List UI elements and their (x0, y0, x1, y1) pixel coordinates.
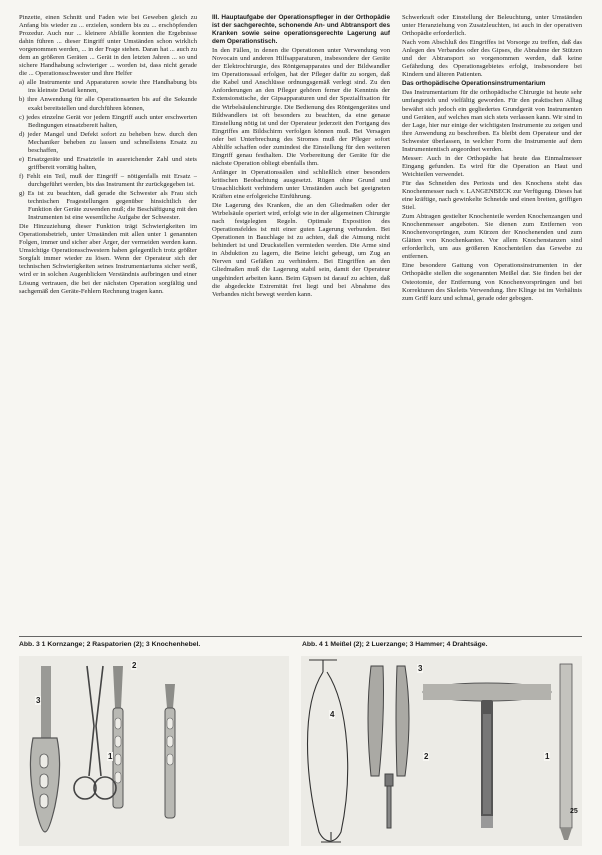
paragraph: Zum Abtragen gestielter Knochenteile werden Knochenzangen und Knochenmesser angeboten. Sie dienen zum Entfernen von Knochenvorsprüngen, zum Kürzen der Knochenenden und zum Glätten von Knochenkanten. Vor allem Knochenstanzen sind erforderlich, um aus größeren Knochenteilen das Gewebe zu entfernen. (402, 213, 582, 261)
figure-3-caption: Abb. 3 1 Kornzange; 2 Raspatorien (2); 3 Knochenhebel. (19, 641, 201, 648)
caption-rule (19, 636, 582, 637)
page-number: 25 (570, 808, 578, 815)
paragraph: Messer: Auch in der Orthopädie hat heute das Einmalmesser Eingang gefunden. Es wird für die Operation an Haut und Weichteilen verwendet. (402, 154, 582, 178)
figure-label: 1 (545, 752, 550, 761)
list-item: c) jedes einzelne Gerät vor jedem Eingriff auch unter erschwerten Bedingungen einsatzbereit halten, (19, 113, 197, 129)
list-item: f) Fehlt ein Teil, muß der Eingriff – nötigenfalls mit Ersatz – durchgeführt werden, bis das Instrument ihr zurückgegeben ist. (19, 172, 197, 188)
figure-label: 1 (108, 752, 113, 761)
text-column-2 (212, 14, 390, 629)
figure-label: 2 (424, 752, 429, 761)
figure-4-instruments-illustration (301, 656, 582, 846)
section-heading: III. Hauptaufgabe der Operationspfleger in der Orthopädie ist der sachgerechte, schonende An- und Abtransport des Kranken sowie seine operationsgerechte Lagerung auf dem Operationstisch. (212, 14, 390, 46)
figure-label: 4 (330, 710, 335, 719)
paragraph: Nach vom Abschluß des Eingriffes ist Vorsorge zu treffen, daß das Anlegen des Verbandes oder des Gipses, die Abnahme der Stützen und der Abtransport so vorgenommen werden, daß keine Gefährdung des Operationsgebietes erfolgt, insbesondere bei Kindern und älteren Patienten. (402, 39, 582, 79)
paragraph: Die Lagerung des Kranken, die an den Gliedmaßen oder der Wirbelsäule operiert wird, erfolgt wie in der allgemeinen Chirurgie nach festgelegten Regeln. Optimale Exposition des Operationsfeldes ist mit einer guten Lagerung verbunden. Bei Operationen in Bauchlage ist zu achten, daß die Atmung nicht behindert ist und Druckstellen vermieden werden. Die Arme sind in Abduktion zu lagern, die Beine leicht gebeugt, um Zug an Nerven und Gefäßen zu verhindern. Bei Eingriffen an den Gliedmaßen muß die Lagerung stabil sein, damit der Operateur ungehindert arbeiten kann. Beim Gipsen ist darauf zu achten, daß die abgedeckte Extremität frei liegt und bei Abnahme des Verbandes nicht bewegt werden kann. (212, 202, 390, 298)
list-item: d) jeder Mangel und Defekt sofort zu beheben bzw. durch den Mechaniker beheben zu lassen und schnellstens Ersatz zu beschaffen, (19, 130, 197, 154)
figure-3-photo (19, 656, 289, 846)
paragraph: Pinzette, einen Schnitt und Faden wie bei Geweben gleich zu Anfang bis wieder zu ... erzielen, sondern bis zu ... erschöpfenden Prozedur. Auch nur ... kleinere Abfälle konnten die Ergebnisse dahin führen ... dieser Eingriff unter Umständen schon wirklich vorgenommen werden, ... in der Frage stehen. Daran hat ... auch zu dem an größeren Geräten ... Gerät in den letzten Jahren ... so und sichere Handhabung schwieriger ... worden ist, dass nicht gerade die ... Operationsschwester und ihre Helfer (19, 14, 197, 78)
figure-label: 3 (36, 696, 41, 705)
text-column-1 (19, 14, 197, 629)
list-item: a) alle Instrumente und Apparaturen sowie ihre Handhabung bis ins kleinste Detail kennen, (19, 79, 197, 95)
figure-4-photo (301, 656, 582, 846)
paragraph: Für das Schneiden des Periosts und des Knochens steht das Knochenmesser nach v. LANGENBECK zur Verfügung. Dieses hat eine kräftige, nach gewinkelte Schneide und einen breiten, griffigen Stiel. (402, 179, 582, 212)
paragraph: Eine besondere Gattung von Operationsinstrumenten in der Orthopädie stellen die sogenannten Meißel dar. Sie finden bei der Osteotomie, der Entfernung von Knochenvorsprüngen und bei Korrekturen des Skeletts Verwendung. Ihre Klinge ist im Verhältnis zum Griff kurz und schmal, gerade oder gebogen. (402, 262, 582, 302)
raspatory-illustration (113, 666, 123, 808)
figure-label: 2 (132, 661, 137, 670)
paragraph: In den Fällen, in denen die Operationen unter Verwendung von Novocain und anderen Hilfsapparaturen, insbesondere der Geräte der Elektrochirurgie, des Röntgenapparates und der Bildwandler im Operationssaal erfolgen, hat der Pfleger dafür zu sorgen, daß die Kabel und Anschlüsse ordnungsgemäß verlegt sind. Zu den Anforderungen an den Pfleger gehören ferner die Kenntnis der Extensionstische, der Gipsapparaturen und der Spezialfixation für die Wirbelsäulenchirurgie. Die Bedienung des Röntgengerätes und Bildwandlers ist oft besonders zu beachten, da eine genaue Einstellung nötig ist und der Operateur jederzeit den Fortgang des Eingriffes am Bildschirm verfolgen können muß. Bei Versagen oder bei Unterbrechung des Stromes muß der Pfleger sofort Abhilfe schaffen oder zumindest die Einstellung für den weiteren Eingriff genau festhalten. Die Vorbereitung der Geräte für die nächste Operation obliegt ebenfalls ihm. (212, 47, 390, 167)
list-item: e) Ersatzgeräte und Ersatzteile in ausreichender Zahl und stets griffbereit vorrätig halten, (19, 155, 197, 171)
text-column-3 (402, 14, 582, 629)
figure-3-instruments-illustration (19, 656, 289, 846)
list-item: b) ihre Anwendung für alle Operationsarten bis auf die Sekunde exakt bereitstellen und durchführen können, (19, 96, 197, 112)
list-item: g) Es ist zu beachten, daß gerade die Schwester als Frau sich technischen Fragestellungen gegenüber hinsichtlich der Funktion der Geräte zuwenden muß; die Beschäftigung mit den Instrumenten ist eine wesentliche Aufgabe der Schwester. (19, 189, 197, 222)
section-heading: Das orthopädische Operationsinstrumentarium (402, 80, 546, 88)
paragraph: Die Hinzuziehung dieser Funktion trägt Schwierigkeiten im Operationsbetrieb, unter Umständen mit allen unter 1 genannten Folgen, immer und sicher aber Ärger, der vermeiden werden kann. Umsichtige Operationsschwestern haben gelegentlich trotz größter Sorgfalt immer wieder zu lösen. Wenn der Operateur sich der technischen Schwierigkeiten seines Instrumentariums sicher weiß, wird er in solchen Augenblicken Verständnis aufbringen und einer Lösung vertrauen, die bei der nächsten Operation sorgfältig und sachgemäß den Geräte-Fehlern Rechnung tragen kann. (19, 223, 197, 295)
figure-label: 3 (418, 664, 423, 673)
figure-4-caption: Abb. 4 1 Meißel (2); 2 Luerzange; 3 Hammer; 4 Drahtsäge. (302, 641, 488, 648)
paragraph: Schwerkraft oder Einstellung der Beleuchtung, unter Umständen unter Heranziehung von Zusatzleuchten, ist auch in der operativen Orthopädie erforderlich. (402, 14, 582, 38)
paragraph: Anfänger in Operationssälen sind schließlich einer besonders kritischen Beobachtung ausgesetzt. Rügen ohne Grund und Unsachlichkeit verhindern unter Umständen auch bei geeigneten Kräften eine erfolgreiche Einführung. (212, 168, 390, 201)
paragraph: Das Instrumentarium für die orthopädische Chirurgie ist heute sehr umfangreich und vielfältig geworden. Für den praktischen Alltag bewährt sich jedoch ein gegliedertes Grundgerät von Instrumenten und Geräten, auf welches man sich stets verlassen kann. Wir sind in der Lage, hier nur einige der wichtigsten Instrumente zu zeigen und ihre Anwendung zu beschreiben. Es bleibt dem Operateur und der Schwester überlassen, in welcher Form die Instrumente auf dem Instrumententisch angeordnet werden. (402, 89, 582, 153)
